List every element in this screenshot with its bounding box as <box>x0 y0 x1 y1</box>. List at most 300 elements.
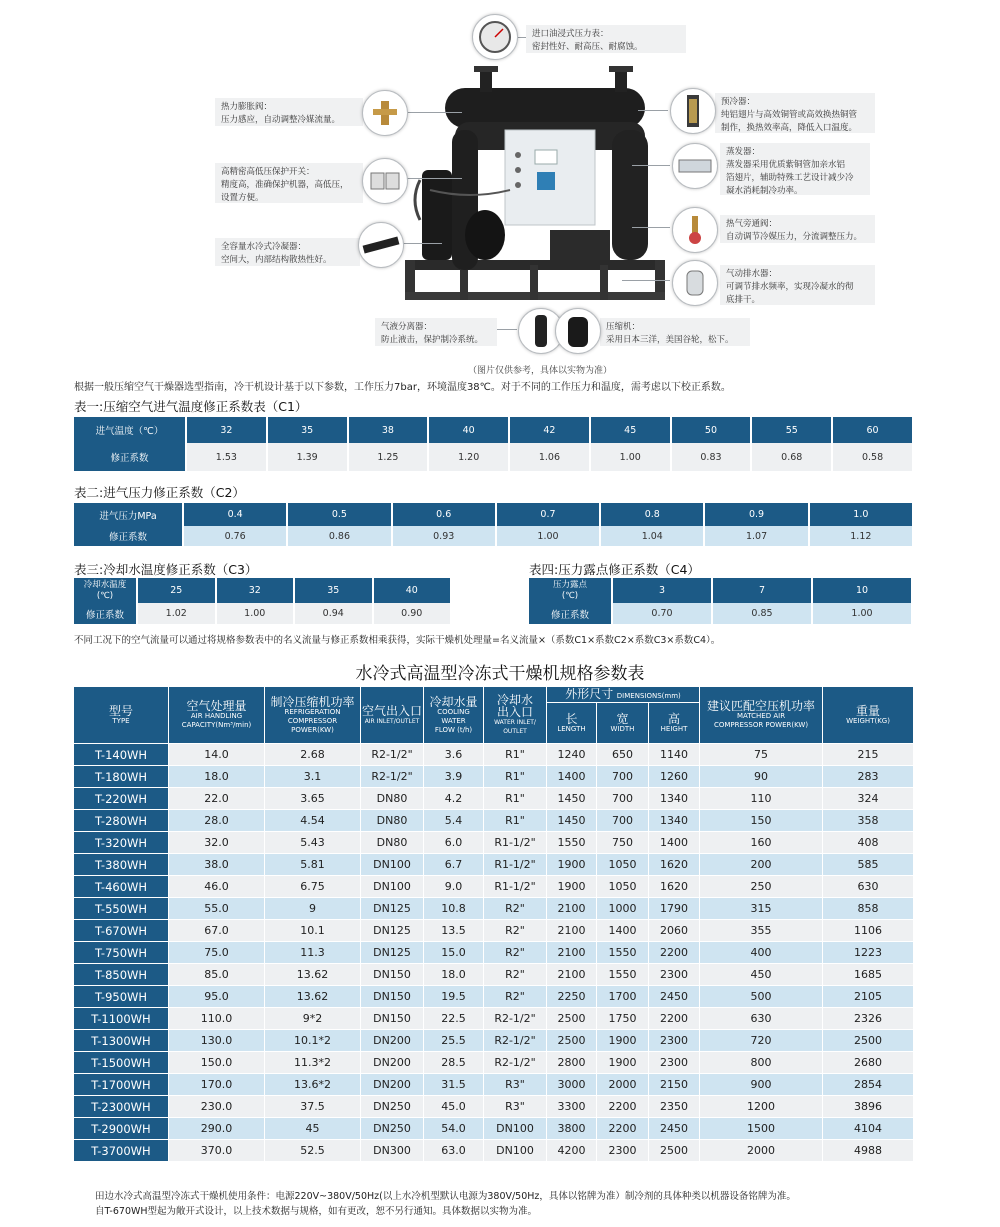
cell-width: 2300 <box>597 1140 649 1162</box>
callout-pressure-switch: 高精密高低压保护开关： 精度高，准确保护机器，高低压， 设置方便。 <box>215 163 363 203</box>
cell-water-inlet: R2" <box>484 942 547 964</box>
cell-matched-power: 1200 <box>700 1096 823 1118</box>
cell-water-inlet: R3" <box>484 1096 547 1118</box>
cell-type: T-220WH <box>74 788 169 810</box>
cell-matched-power: 315 <box>700 898 823 920</box>
cell-length: 1400 <box>547 766 597 788</box>
cell-compressor-power: 3.1 <box>265 766 361 788</box>
cell-capacity: 75.0 <box>169 942 265 964</box>
cell-air-inlet: DN150 <box>361 986 424 1008</box>
cell-water-inlet: R2" <box>484 986 547 1008</box>
cell-matched-power: 450 <box>700 964 823 986</box>
cell-air-inlet: DN125 <box>361 942 424 964</box>
cell-water-inlet: R2" <box>484 920 547 942</box>
table4-dewpoint-correction <box>527 578 913 624</box>
table1-temperature-correction <box>72 417 914 471</box>
cell-type: T-550WH <box>74 898 169 920</box>
cell-weight: 324 <box>823 788 914 810</box>
spec-table <box>73 686 914 1162</box>
cell-water-flow: 31.5 <box>424 1074 484 1096</box>
cell-type: T-750WH <box>74 942 169 964</box>
cell-air-inlet: DN100 <box>361 876 424 898</box>
cell-air-inlet: DN250 <box>361 1096 424 1118</box>
cell-air-inlet: DN200 <box>361 1074 424 1096</box>
cell-weight: 2105 <box>823 986 914 1008</box>
cell-height: 1340 <box>649 810 700 832</box>
cell-matched-power: 400 <box>700 942 823 964</box>
col-dimensions: 外形尺寸 DIMENSIONS(mm) <box>547 687 700 703</box>
cell-water-inlet: R2-1/2" <box>484 1008 547 1030</box>
table2-value-cell: 1.04 <box>601 526 703 546</box>
cell-water-flow: 10.8 <box>424 898 484 920</box>
table1-head-cell: 55 <box>752 417 831 443</box>
cell-matched-power: 500 <box>700 986 823 1008</box>
cell-length: 1550 <box>547 832 597 854</box>
table1-value-cell: 1.06 <box>510 443 589 471</box>
cell-type: T-3700WH <box>74 1140 169 1162</box>
cell-length: 1900 <box>547 876 597 898</box>
cell-matched-power: 800 <box>700 1052 823 1074</box>
cell-type: T-280WH <box>74 810 169 832</box>
cell-type: T-1100WH <box>74 1008 169 1030</box>
table3-row-label: 修正系数 <box>74 603 136 624</box>
cell-width: 650 <box>597 744 649 766</box>
table-row <box>74 810 914 832</box>
table4-head-cell: 3 <box>613 578 711 603</box>
table2-value-cell: 1.07 <box>705 526 807 546</box>
table3-head-cell: 32 <box>217 578 294 603</box>
cell-water-inlet: R1" <box>484 788 547 810</box>
cell-compressor-power: 11.3 <box>265 942 361 964</box>
cell-height: 2350 <box>649 1096 700 1118</box>
table1-head-cell: 32 <box>187 417 266 443</box>
table1-head-cell: 42 <box>510 417 589 443</box>
col-weight: 重量 WEIGHT(KG) <box>823 687 914 744</box>
cell-height: 1790 <box>649 898 700 920</box>
table-row <box>74 898 914 920</box>
compressor-icon <box>555 308 601 354</box>
col-water-inlet: 冷却水 出入口 WATER INLET/ OUTLET <box>484 687 547 744</box>
table-row <box>74 964 914 986</box>
cell-weight: 2854 <box>823 1074 914 1096</box>
cell-water-flow: 28.5 <box>424 1052 484 1074</box>
intro-text: 根据一般压缩空气干燥器选型指南，冷干机设计基于以下参数，工作压力7bar，环境温度38℃。对于不同的工作压力和温度，需考虑以下校正系数。 <box>74 382 731 393</box>
cell-length: 3000 <box>547 1074 597 1096</box>
cell-width: 2000 <box>597 1074 649 1096</box>
drain-icon <box>672 260 718 306</box>
cell-length: 1240 <box>547 744 597 766</box>
cell-capacity: 46.0 <box>169 876 265 898</box>
spec-table-body <box>74 744 914 1162</box>
cell-height: 2300 <box>649 964 700 986</box>
cell-matched-power: 75 <box>700 744 823 766</box>
cell-compressor-power: 3.65 <box>265 788 361 810</box>
table4-row-label: 修正系数 <box>529 603 611 624</box>
table4-head-label <box>529 578 611 603</box>
cell-weight: 408 <box>823 832 914 854</box>
cell-capacity: 32.0 <box>169 832 265 854</box>
cell-matched-power: 900 <box>700 1074 823 1096</box>
spec-title: 水冷式高温型冷冻式干燥机规格参数表 <box>355 664 645 684</box>
cell-capacity: 110.0 <box>169 1008 265 1030</box>
table2-value-cell: 1.12 <box>810 526 912 546</box>
table2-row-label: 修正系数 <box>74 526 182 546</box>
cell-type: T-2900WH <box>74 1118 169 1140</box>
cell-capacity: 95.0 <box>169 986 265 1008</box>
table2-head-label: 进气压力MPa <box>74 503 182 526</box>
col-matched-power: 建议匹配空压机功率 MATCHED AIR COMPRESSOR POWER(KW) <box>700 687 823 744</box>
cell-length: 1450 <box>547 788 597 810</box>
cell-compressor-power: 13.62 <box>265 964 361 986</box>
cell-capacity: 290.0 <box>169 1118 265 1140</box>
table1-head-cell: 40 <box>429 417 508 443</box>
cell-width: 1550 <box>597 964 649 986</box>
table2-head-cell: 0.5 <box>288 503 390 526</box>
table3-value-cell: 0.94 <box>295 603 372 624</box>
table1-value-cell: 1.53 <box>187 443 266 471</box>
table1-value-cell: 1.39 <box>268 443 347 471</box>
cell-capacity: 150.0 <box>169 1052 265 1074</box>
table-row <box>74 1140 914 1162</box>
cell-type: T-1300WH <box>74 1030 169 1052</box>
table3-value-cell: 1.02 <box>138 603 215 624</box>
table-row <box>74 1118 914 1140</box>
cell-capacity: 18.0 <box>169 766 265 788</box>
callout-expansion-valve: 热力膨胀阀： 压力感应，自动调整冷媒流量。 <box>215 98 363 126</box>
table1-value-cell: 0.68 <box>752 443 831 471</box>
col-compressor-power: 制冷压缩机功率 REFRIGERATION COMPRESSOR POWER(KW) <box>265 687 361 744</box>
table2-head-cell: 0.6 <box>393 503 495 526</box>
callout-compressor: 压缩机： 采用日本三洋，美国谷轮，松下。 <box>600 318 750 346</box>
table4-value-cell: 0.70 <box>613 603 711 624</box>
cell-type: T-670WH <box>74 920 169 942</box>
table-row <box>74 942 914 964</box>
table3-value-cell: 0.90 <box>374 603 451 624</box>
cell-water-inlet: R2-1/2" <box>484 1052 547 1074</box>
cell-weight: 2680 <box>823 1052 914 1074</box>
callout-separator: 气液分离器： 防止液击，保护制冷系统。 <box>375 318 497 346</box>
cell-width: 1400 <box>597 920 649 942</box>
cell-height: 1620 <box>649 854 700 876</box>
cell-water-inlet: DN100 <box>484 1140 547 1162</box>
callout-condenser: 全容量水冷式冷凝器： 空间大，内部结构散热性好。 <box>215 238 360 266</box>
cell-length: 4200 <box>547 1140 597 1162</box>
cell-air-inlet: R2-1/2" <box>361 766 424 788</box>
cell-weight: 283 <box>823 766 914 788</box>
cell-compressor-power: 11.3*2 <box>265 1052 361 1074</box>
table1-head-cell: 50 <box>672 417 751 443</box>
cell-type: T-140WH <box>74 744 169 766</box>
cell-water-flow: 13.5 <box>424 920 484 942</box>
cell-compressor-power: 9 <box>265 898 361 920</box>
table1-value-cell: 1.20 <box>429 443 508 471</box>
table2-value-cell: 0.86 <box>288 526 390 546</box>
cell-compressor-power: 10.1*2 <box>265 1030 361 1052</box>
cell-matched-power: 720 <box>700 1030 823 1052</box>
precooler-icon <box>670 88 716 134</box>
cell-weight: 630 <box>823 876 914 898</box>
cell-matched-power: 160 <box>700 832 823 854</box>
evaporator-icon <box>672 143 718 189</box>
cell-matched-power: 150 <box>700 810 823 832</box>
table4-head-label-line: 压力露点 <box>552 579 587 590</box>
col-height: 高 HEIGHT <box>649 703 700 744</box>
table-row <box>74 1030 914 1052</box>
table4-title: 表四:压力露点修正系数（C4） <box>529 562 700 577</box>
cell-length: 2800 <box>547 1052 597 1074</box>
cell-height: 1400 <box>649 832 700 854</box>
cell-compressor-power: 52.5 <box>265 1140 361 1162</box>
cell-weight: 858 <box>823 898 914 920</box>
table2-head-cell: 0.4 <box>184 503 286 526</box>
cell-water-inlet: R1" <box>484 744 547 766</box>
cell-matched-power: 250 <box>700 876 823 898</box>
cell-type: T-1500WH <box>74 1052 169 1074</box>
cell-compressor-power: 9*2 <box>265 1008 361 1030</box>
table3-value-cell: 1.00 <box>217 603 294 624</box>
cell-capacity: 130.0 <box>169 1030 265 1052</box>
table2-title: 表二:进气压力修正系数（C2） <box>74 485 245 500</box>
table1-value-cell: 1.00 <box>591 443 670 471</box>
cell-type: T-460WH <box>74 876 169 898</box>
cell-water-flow: 9.0 <box>424 876 484 898</box>
cell-length: 2100 <box>547 942 597 964</box>
cell-air-inlet: DN200 <box>361 1030 424 1052</box>
cell-weight: 215 <box>823 744 914 766</box>
cell-type: T-180WH <box>74 766 169 788</box>
cell-weight: 1106 <box>823 920 914 942</box>
cell-height: 1140 <box>649 744 700 766</box>
cell-width: 2200 <box>597 1118 649 1140</box>
table-row <box>74 1008 914 1030</box>
cell-air-inlet: DN300 <box>361 1140 424 1162</box>
col-air-inlet: 空气出入口 AIR INLET/OUTLET <box>361 687 424 744</box>
cell-width: 1050 <box>597 854 649 876</box>
cell-weight: 585 <box>823 854 914 876</box>
table-row <box>74 986 914 1008</box>
cell-compressor-power: 45 <box>265 1118 361 1140</box>
cell-weight: 1223 <box>823 942 914 964</box>
cell-height: 2500 <box>649 1140 700 1162</box>
table2-head-cell: 0.9 <box>705 503 807 526</box>
dryer-machine-illustration <box>400 60 675 305</box>
cell-capacity: 170.0 <box>169 1074 265 1096</box>
cell-type: T-950WH <box>74 986 169 1008</box>
cell-air-inlet: DN150 <box>361 1008 424 1030</box>
cell-length: 2500 <box>547 1008 597 1030</box>
condenser-icon <box>358 222 404 268</box>
cell-compressor-power: 5.81 <box>265 854 361 876</box>
table-row <box>74 744 914 766</box>
cell-width: 2200 <box>597 1096 649 1118</box>
callout-drain: 气动排水器： 可调节排水频率，实现冷凝水的彻 底排干。 <box>720 265 875 305</box>
cell-height: 2300 <box>649 1052 700 1074</box>
correction-formula: 不同工况下的空气流量可以通过将规格参数表中的名义流量与修正系数相乘获得，实际干燥机处理量=名义流量×（系数C1×系数C2×系数C3×系数C4）。 <box>74 635 721 646</box>
table3-head-label <box>74 578 136 603</box>
cell-type: T-1700WH <box>74 1074 169 1096</box>
cell-water-flow: 3.9 <box>424 766 484 788</box>
pressure-switch-icon <box>362 158 408 204</box>
callout-evaporator: 蒸发器： 蒸发器采用优质紫铜管加亲水铝 箔翅片，辅助特殊工艺设计减少冷 凝水消耗制冷功率。 <box>720 143 870 195</box>
cell-height: 2060 <box>649 920 700 942</box>
cell-compressor-power: 10.1 <box>265 920 361 942</box>
cell-width: 1750 <box>597 1008 649 1030</box>
cell-type: T-850WH <box>74 964 169 986</box>
callout-bypass-valve: 热气旁通阀： 自动调节冷媒压力，分流调整压力。 <box>720 215 875 243</box>
col-capacity: 空气处理量 AIR HANDLING CAPACITY(Nm³/min) <box>169 687 265 744</box>
cell-capacity: 370.0 <box>169 1140 265 1162</box>
cell-air-inlet: DN80 <box>361 788 424 810</box>
cell-height: 2300 <box>649 1030 700 1052</box>
cell-matched-power: 1500 <box>700 1118 823 1140</box>
cell-water-flow: 6.7 <box>424 854 484 876</box>
cell-compressor-power: 37.5 <box>265 1096 361 1118</box>
cell-length: 3300 <box>547 1096 597 1118</box>
cell-water-inlet: R1-1/2" <box>484 832 547 854</box>
cell-capacity: 38.0 <box>169 854 265 876</box>
table1-title: 表一:压缩空气进气温度修正系数表（C1） <box>74 399 308 414</box>
cell-width: 1050 <box>597 876 649 898</box>
table1-head-label: 进气温度（℃） <box>74 417 185 443</box>
cell-weight: 2326 <box>823 1008 914 1030</box>
cell-capacity: 230.0 <box>169 1096 265 1118</box>
bypass-valve-icon <box>672 207 718 253</box>
table2-value-cell: 0.93 <box>393 526 495 546</box>
cell-length: 1450 <box>547 810 597 832</box>
cell-matched-power: 355 <box>700 920 823 942</box>
table1-head-cell: 60 <box>833 417 912 443</box>
cell-water-flow: 5.4 <box>424 810 484 832</box>
table1-value-cell: 1.25 <box>349 443 428 471</box>
table3-head-cell: 25 <box>138 578 215 603</box>
table4-value-cell: 1.00 <box>813 603 911 624</box>
table-row <box>74 1052 914 1074</box>
cell-width: 1900 <box>597 1030 649 1052</box>
cell-weight: 4988 <box>823 1140 914 1162</box>
col-water-flow: 冷却水量 COOLING WATER FLOW (t/h) <box>424 687 484 744</box>
cell-length: 3800 <box>547 1118 597 1140</box>
cell-type: T-2300WH <box>74 1096 169 1118</box>
cell-water-flow: 6.0 <box>424 832 484 854</box>
cell-water-inlet: R2-1/2" <box>484 1030 547 1052</box>
cell-air-inlet: R2-1/2" <box>361 744 424 766</box>
cell-water-flow: 22.5 <box>424 1008 484 1030</box>
cell-water-flow: 15.0 <box>424 942 484 964</box>
table2-pressure-correction <box>72 503 914 546</box>
table2-head-cell: 0.8 <box>601 503 703 526</box>
image-note: （图片仅供参考，具体以实物为准） <box>468 366 613 376</box>
cell-length: 2500 <box>547 1030 597 1052</box>
cell-water-flow: 25.5 <box>424 1030 484 1052</box>
cell-width: 1000 <box>597 898 649 920</box>
table1-head-cell: 45 <box>591 417 670 443</box>
cell-height: 2450 <box>649 1118 700 1140</box>
cell-compressor-power: 6.75 <box>265 876 361 898</box>
table2-value-cell: 1.00 <box>497 526 599 546</box>
table4-head-label-line: (℃) <box>561 590 579 601</box>
cell-capacity: 85.0 <box>169 964 265 986</box>
table2-head-cell: 1.0 <box>810 503 912 526</box>
table3-head-label-line: (℃) <box>96 590 114 601</box>
table4-value-cell: 0.85 <box>713 603 811 624</box>
cell-weight: 4104 <box>823 1118 914 1140</box>
cell-compressor-power: 5.43 <box>265 832 361 854</box>
cell-water-inlet: R3" <box>484 1074 547 1096</box>
cell-length: 2100 <box>547 898 597 920</box>
cell-compressor-power: 13.6*2 <box>265 1074 361 1096</box>
cell-water-flow: 45.0 <box>424 1096 484 1118</box>
cell-matched-power: 110 <box>700 788 823 810</box>
cell-water-flow: 63.0 <box>424 1140 484 1162</box>
footer-disclaimer: 自T-670WH型起为敞开式设计，以上技术数据与规格，如有更改，恕不另行通知。具体数据以实物为准。 <box>95 1206 538 1217</box>
table-row <box>74 1074 914 1096</box>
cell-height: 2200 <box>649 1008 700 1030</box>
cell-length: 2100 <box>547 964 597 986</box>
table-row <box>74 788 914 810</box>
cell-height: 1260 <box>649 766 700 788</box>
cell-compressor-power: 4.54 <box>265 810 361 832</box>
cell-capacity: 67.0 <box>169 920 265 942</box>
cell-height: 1620 <box>649 876 700 898</box>
cell-weight: 358 <box>823 810 914 832</box>
cell-height: 2150 <box>649 1074 700 1096</box>
cell-width: 700 <box>597 766 649 788</box>
cell-capacity: 28.0 <box>169 810 265 832</box>
table-row <box>74 1096 914 1118</box>
cell-capacity: 55.0 <box>169 898 265 920</box>
cell-compressor-power: 2.68 <box>265 744 361 766</box>
table1-value-cell: 0.83 <box>672 443 751 471</box>
table-row <box>74 766 914 788</box>
footer-conditions: 田边水冷式高温型冷冻式干燥机使用条件：电源220V~380V/50Hz(以上水冷机型默认电源为380V/50Hz，具体以铭牌为准）制冷剂的具体种类以机器设备铭牌为准。 <box>95 1191 796 1202</box>
cell-air-inlet: DN200 <box>361 1052 424 1074</box>
cell-matched-power: 2000 <box>700 1140 823 1162</box>
cell-air-inlet: DN80 <box>361 832 424 854</box>
table1-row-label: 修正系数 <box>74 443 185 471</box>
cell-water-inlet: DN100 <box>484 1118 547 1140</box>
table1-head-cell: 35 <box>268 417 347 443</box>
cell-air-inlet: DN100 <box>361 854 424 876</box>
cell-height: 1340 <box>649 788 700 810</box>
cell-water-inlet: R1-1/2" <box>484 876 547 898</box>
cell-width: 1550 <box>597 942 649 964</box>
col-width: 宽 WIDTH <box>597 703 649 744</box>
cell-width: 750 <box>597 832 649 854</box>
cell-length: 2100 <box>547 920 597 942</box>
pressure-gauge-icon <box>472 14 518 60</box>
cell-type: T-320WH <box>74 832 169 854</box>
cell-width: 700 <box>597 810 649 832</box>
cell-water-inlet: R1-1/2" <box>484 854 547 876</box>
cell-width: 1700 <box>597 986 649 1008</box>
col-type: 型号 TYPE <box>74 687 169 744</box>
table-row <box>74 832 914 854</box>
cell-length: 1900 <box>547 854 597 876</box>
cell-height: 2200 <box>649 942 700 964</box>
table2-head-cell: 0.7 <box>497 503 599 526</box>
cell-water-flow: 3.6 <box>424 744 484 766</box>
cell-height: 2450 <box>649 986 700 1008</box>
cell-type: T-380WH <box>74 854 169 876</box>
table4-head-cell: 7 <box>713 578 811 603</box>
cell-width: 1900 <box>597 1052 649 1074</box>
table-row <box>74 854 914 876</box>
callout-pressure-gauge: 进口油浸式压力表： 密封性好、耐高压、耐腐蚀。 <box>526 25 686 53</box>
table3-title: 表三:冷却水温度修正系数（C3） <box>74 562 258 577</box>
cell-water-flow: 4.2 <box>424 788 484 810</box>
cell-width: 700 <box>597 788 649 810</box>
cell-water-flow: 18.0 <box>424 964 484 986</box>
